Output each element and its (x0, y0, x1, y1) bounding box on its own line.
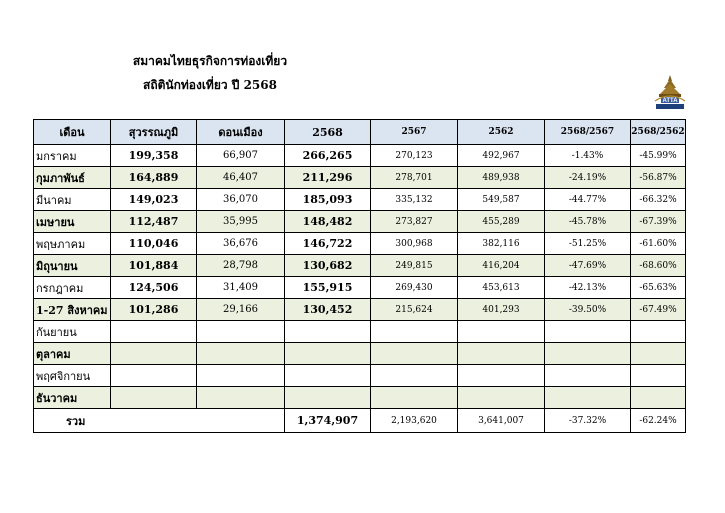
col-suvarnabhumi: สุวรรณภูมิ (111, 120, 197, 145)
change-2562-cell: -67.39% (631, 211, 686, 233)
total-2567-cell: 273,827 (371, 211, 458, 233)
donmueang-cell (197, 365, 285, 387)
donmueang-cell (197, 387, 285, 409)
total-2568-cell: 155,915 (285, 277, 371, 299)
month-cell: 1-27 สิงหาคม (34, 299, 111, 321)
month-cell: พฤษภาคม (34, 233, 111, 255)
suvarnabhumi-cell: 101,884 (111, 255, 197, 277)
total-2567: 2,193,620 (371, 409, 458, 433)
month-cell: มกราคม (34, 145, 111, 167)
header-row (34, 120, 686, 145)
change-2567-cell: -1.43% (545, 145, 631, 167)
table-row (34, 211, 686, 233)
total-2562-cell: 382,116 (458, 233, 545, 255)
total-2567-cell (371, 387, 458, 409)
table-row (34, 167, 686, 189)
table-row (34, 365, 686, 387)
total-2562-cell: 401,293 (458, 299, 545, 321)
total-change-2562: -62.24% (631, 409, 686, 433)
col-change-2567: 2568/2567 (545, 120, 631, 145)
suvarnabhumi-cell (111, 321, 197, 343)
table-row (34, 299, 686, 321)
col-2568: 2568 (285, 120, 371, 145)
total-2562-cell: 453,613 (458, 277, 545, 299)
col-2562: 2562 (458, 120, 545, 145)
suvarnabhumi-cell (111, 365, 197, 387)
total-2567-cell: 335,132 (371, 189, 458, 211)
atta-logo (653, 75, 687, 111)
total-2567-cell: 300,968 (371, 233, 458, 255)
month-cell: ธันวาคม (34, 387, 111, 409)
col-2567: 2567 (371, 120, 458, 145)
tourist-stats-table (33, 119, 686, 433)
change-2567-cell: -51.25% (545, 233, 631, 255)
total-2568-cell: 146,722 (285, 233, 371, 255)
change-2567-cell (545, 387, 631, 409)
col-month: เดือน (34, 120, 111, 145)
total-2567-cell (371, 343, 458, 365)
table-row (34, 387, 686, 409)
table-row (34, 145, 686, 167)
suvarnabhumi-cell: 164,889 (111, 167, 197, 189)
total-2562-cell (458, 321, 545, 343)
donmueang-cell (197, 343, 285, 365)
total-2568-cell (285, 321, 371, 343)
total-2562-cell: 416,204 (458, 255, 545, 277)
total-2562-cell: 455,289 (458, 211, 545, 233)
month-cell: เมษายน (34, 211, 111, 233)
total-2568: 1,374,907 (285, 409, 371, 433)
donmueang-cell: 36,676 (197, 233, 285, 255)
month-cell: กรกฎาคม (34, 277, 111, 299)
donmueang-cell (197, 321, 285, 343)
donmueang-cell: 46,407 (197, 167, 285, 189)
table-row (34, 255, 686, 277)
suvarnabhumi-cell: 112,487 (111, 211, 197, 233)
month-cell: พฤศจิกายน (34, 365, 111, 387)
change-2567-cell: -44.77% (545, 189, 631, 211)
total-2562-cell (458, 343, 545, 365)
total-2567-cell: 269,430 (371, 277, 458, 299)
total-2567-cell (371, 321, 458, 343)
table-row (34, 189, 686, 211)
total-2568-cell (285, 387, 371, 409)
total-2568-cell: 185,093 (285, 189, 371, 211)
donmueang-cell: 36,070 (197, 189, 285, 211)
donmueang-cell: 29,166 (197, 299, 285, 321)
donmueang-cell: 66,907 (197, 145, 285, 167)
total-2567-cell: 249,815 (371, 255, 458, 277)
total-2568-cell (285, 365, 371, 387)
month-cell: มิถุนายน (34, 255, 111, 277)
total-label: รวม (34, 409, 285, 433)
change-2567-cell: -39.50% (545, 299, 631, 321)
month-cell: มีนาคม (34, 189, 111, 211)
change-2562-cell: -56.87% (631, 167, 686, 189)
donmueang-cell: 28,798 (197, 255, 285, 277)
change-2562-cell (631, 387, 686, 409)
total-2568-cell: 130,682 (285, 255, 371, 277)
change-2567-cell: -42.13% (545, 277, 631, 299)
change-2567-cell: -47.69% (545, 255, 631, 277)
total-change-2567: -37.32% (545, 409, 631, 433)
total-2562-cell (458, 387, 545, 409)
month-cell: กันยายน (34, 321, 111, 343)
total-2568-cell (285, 343, 371, 365)
svg-text:ATTA: ATTA (662, 98, 678, 104)
total-2562-cell (458, 365, 545, 387)
total-2568-cell: 266,265 (285, 145, 371, 167)
total-2568-cell: 148,482 (285, 211, 371, 233)
change-2567-cell (545, 343, 631, 365)
col-donmueang: ดอนเมือง (197, 120, 285, 145)
change-2562-cell: -68.60% (631, 255, 686, 277)
suvarnabhumi-cell (111, 343, 197, 365)
change-2567-cell (545, 321, 631, 343)
total-2568-cell: 130,452 (285, 299, 371, 321)
total-2568-cell: 211,296 (285, 167, 371, 189)
change-2562-cell: -65.63% (631, 277, 686, 299)
change-2562-cell: -66.32% (631, 189, 686, 211)
report-title: สมาคมไทยธุรกิจการท่องเที่ยว (132, 54, 288, 68)
month-cell: ตุลาคม (34, 343, 111, 365)
total-2562: 3,641,007 (458, 409, 545, 433)
report-subtitle: สถิตินักท่องเที่ยว ปี 2568 (143, 78, 277, 92)
month-cell: กุมภาพันธ์ (34, 167, 111, 189)
total-row (34, 409, 686, 433)
suvarnabhumi-cell: 149,023 (111, 189, 197, 211)
change-2562-cell (631, 343, 686, 365)
change-2562-cell (631, 321, 686, 343)
table-row (34, 233, 686, 255)
total-2567-cell (371, 365, 458, 387)
total-2567-cell: 278,701 (371, 167, 458, 189)
total-2562-cell: 489,938 (458, 167, 545, 189)
suvarnabhumi-cell (111, 387, 197, 409)
donmueang-cell: 35,995 (197, 211, 285, 233)
change-2562-cell: -45.99% (631, 145, 686, 167)
total-2562-cell: 492,967 (458, 145, 545, 167)
donmueang-cell: 31,409 (197, 277, 285, 299)
table-row (34, 277, 686, 299)
table-row (34, 321, 686, 343)
change-2562-cell (631, 365, 686, 387)
total-2567-cell: 215,624 (371, 299, 458, 321)
suvarnabhumi-cell: 101,286 (111, 299, 197, 321)
total-2562-cell: 549,587 (458, 189, 545, 211)
col-change-2562: 2568/2562 (631, 120, 686, 145)
table-row (34, 343, 686, 365)
suvarnabhumi-cell: 124,506 (111, 277, 197, 299)
suvarnabhumi-cell: 199,358 (111, 145, 197, 167)
change-2562-cell: -67.49% (631, 299, 686, 321)
change-2567-cell (545, 365, 631, 387)
change-2567-cell: -24.19% (545, 167, 631, 189)
suvarnabhumi-cell: 110,046 (111, 233, 197, 255)
temple-icon (653, 75, 687, 111)
change-2567-cell: -45.78% (545, 211, 631, 233)
total-2567-cell: 270,123 (371, 145, 458, 167)
change-2562-cell: -61.60% (631, 233, 686, 255)
